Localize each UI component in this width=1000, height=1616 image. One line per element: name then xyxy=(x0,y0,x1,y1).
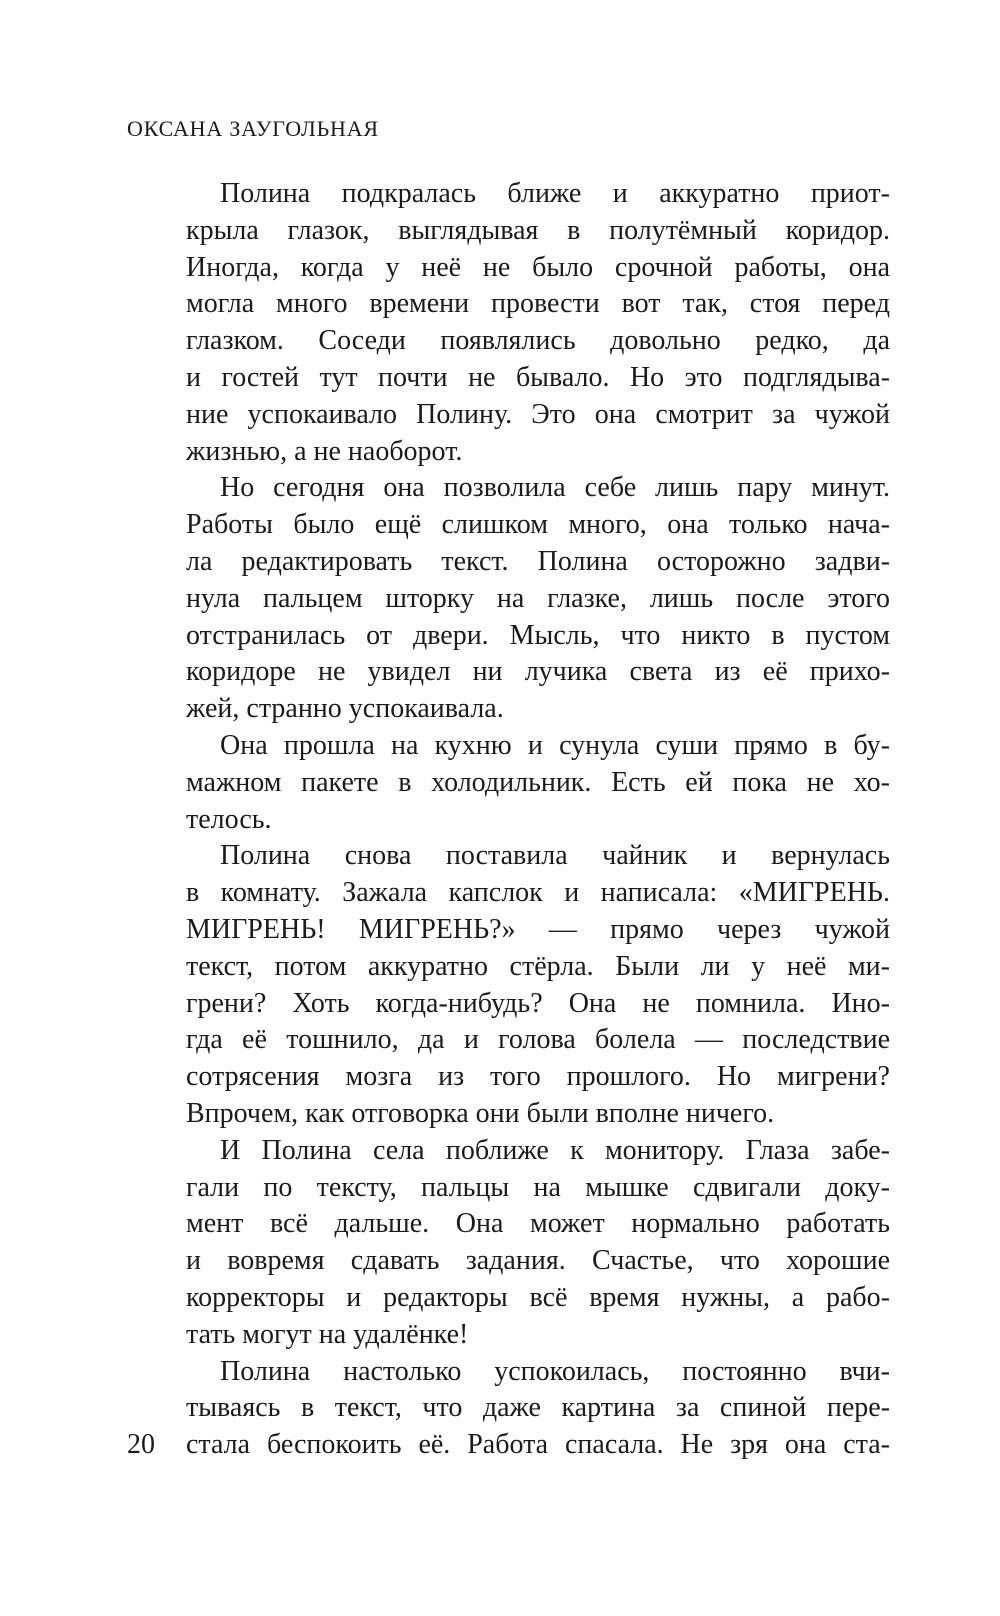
text-line: Но сегодня она позволила себе лишь пару минут. xyxy=(220,472,890,504)
text-line: отстранилась от двери. Мысль, что никто в пустом xyxy=(186,619,890,651)
text-line: Иногда, когда у неё не было срочной работы, она xyxy=(186,251,890,283)
text-line: коридоре не увидел ни лучика света из её прихо- xyxy=(186,656,890,688)
text-line: Полина настолько успокоилась, постоянно вчи- xyxy=(220,1355,890,1387)
text-line: Она прошла на кухню и сунула суши прямо в бу- xyxy=(220,729,890,761)
text-line: мажном пакете в холодильник. Есть ей пока не хо- xyxy=(186,766,890,798)
text-line: могла много времени провести вот так, стоя перед xyxy=(186,288,890,320)
text-line: в комнату. Зажала капслок и написала: «МИГРЕНЬ. xyxy=(186,877,890,909)
text-line: корректоры и редакторы всё время нужны, а рабо- xyxy=(186,1281,890,1313)
text-line: гали по тексту, пальцы на мышке сдвигали доку- xyxy=(186,1171,890,1203)
text-line: и гостей тут почти не бывало. Но это подглядыва- xyxy=(186,361,890,393)
text-line: текст, потом аккуратно стёрла. Были ли у неё ми- xyxy=(186,950,890,982)
body-text-block xyxy=(186,176,890,1464)
text-line: тываясь в текст, что даже картина за спиной пере- xyxy=(186,1392,890,1424)
text-line: Полина снова поставила чайник и вернулась xyxy=(220,840,890,872)
text-line: гда её тошнило, да и голова болела — последствие xyxy=(186,1024,890,1056)
text-line: И Полина села поближе к монитору. Глаза забе- xyxy=(220,1134,890,1166)
text-line: Работы было ещё слишком много, она только нача- xyxy=(186,509,890,541)
page-number: 20 xyxy=(127,1429,155,1461)
text-line: жизнью, а не наоборот. xyxy=(186,435,463,467)
text-line: грени? Хоть когда-нибудь? Она не помнила. Ино- xyxy=(186,987,890,1019)
text-line: телось. xyxy=(186,803,272,835)
text-line: Полина подкралась ближе и аккуратно приот- xyxy=(220,178,890,209)
text-line: МИГРЕНЬ! МИГРЕНЬ?» — прямо через чужой xyxy=(186,913,890,945)
text-line: мент всё дальше. Она может нормально работать xyxy=(186,1208,890,1240)
text-line: ние успокаивало Полину. Это она смотрит за чужой xyxy=(186,398,890,430)
text-line: стала беспокоить её. Работа спасала. Не зря она ста- xyxy=(186,1429,890,1461)
text-line: крыла глазок, выглядывая в полутёмный коридор. xyxy=(186,214,890,246)
running-header-author: ОКСАНА ЗАУГОЛЬНАЯ xyxy=(127,116,379,141)
text-line: тать могут на удалёнке! xyxy=(186,1318,469,1350)
text-line: ла редактировать текст. Полина осторожно задви- xyxy=(186,545,890,577)
text-line: жей, странно успокаивала. xyxy=(186,693,504,725)
text-line: глазком. Соседи появлялись довольно редко, да xyxy=(186,325,890,357)
text-line: нула пальцем шторку на глазке, лишь после этого xyxy=(186,582,890,614)
text-line: и вовремя сдавать задания. Счастье, что хорошие xyxy=(186,1245,890,1277)
text-line: сотрясения мозга из того прошлого. Но мигрени? xyxy=(186,1061,890,1093)
text-line: Впрочем, как отговорка они были вполне ничего. xyxy=(186,1097,775,1129)
